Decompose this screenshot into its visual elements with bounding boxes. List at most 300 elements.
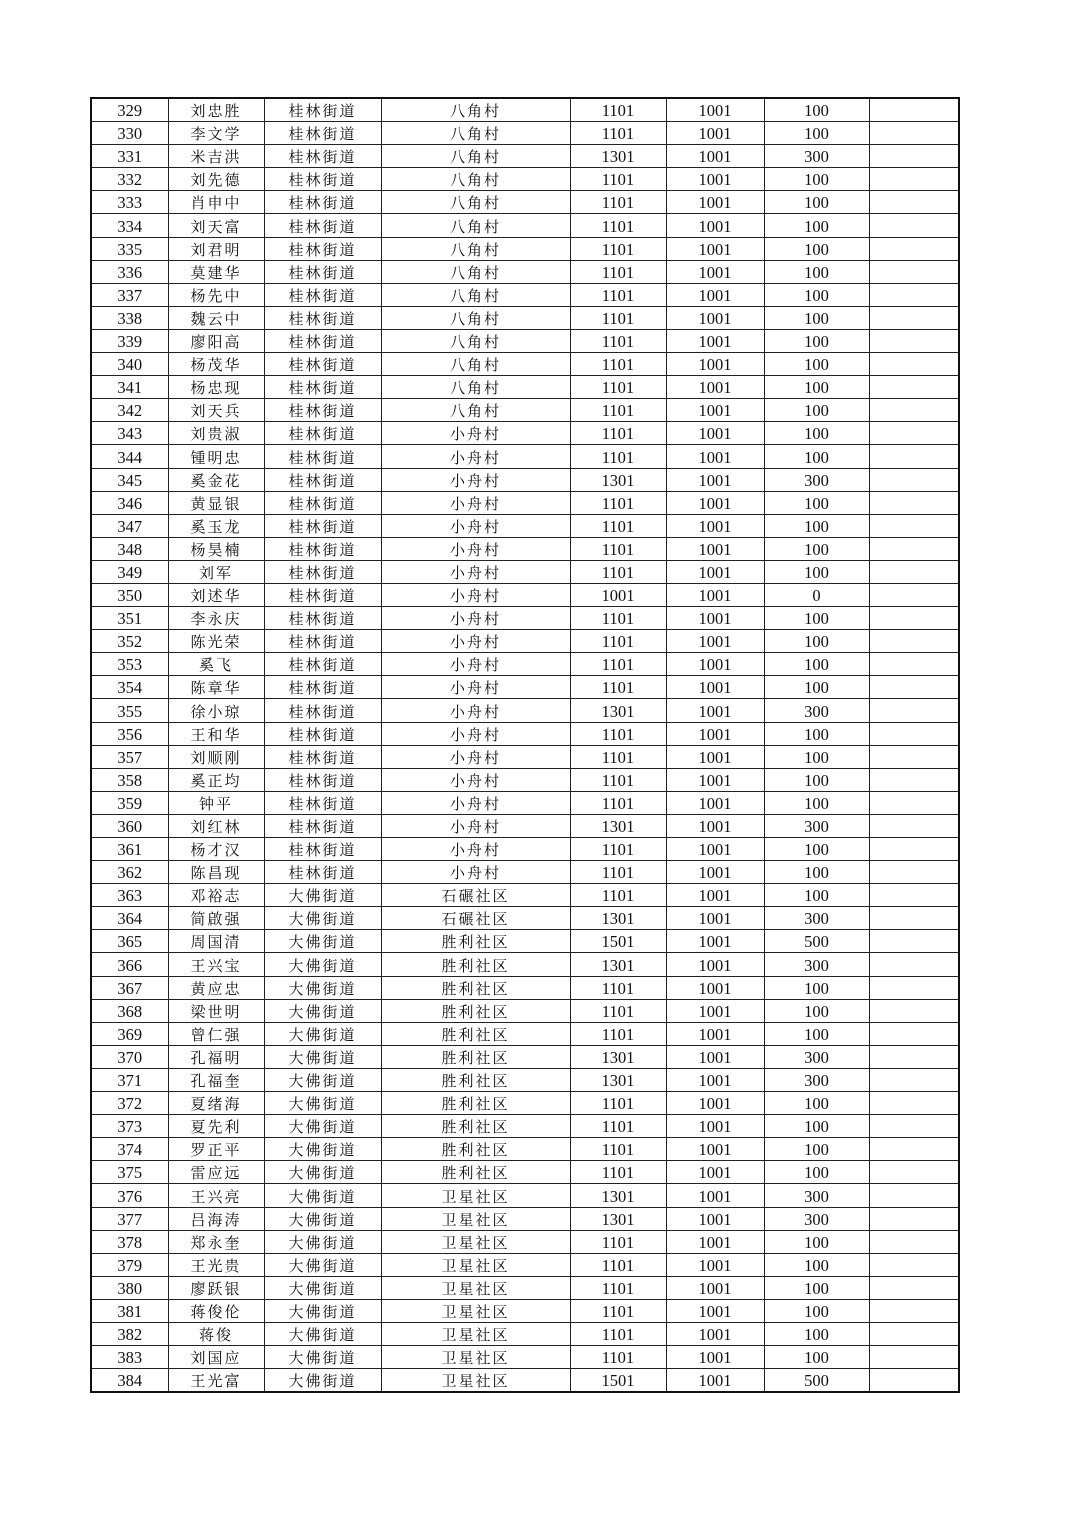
code2-cell: 1001 bbox=[666, 930, 764, 953]
name-cell: 夏绪海 bbox=[168, 1092, 264, 1115]
village-cell: 小舟村 bbox=[381, 676, 570, 699]
row-number-cell: 383 bbox=[91, 1346, 168, 1369]
code2-cell: 1001 bbox=[666, 376, 764, 399]
row-number-cell: 360 bbox=[91, 814, 168, 837]
table-row bbox=[91, 560, 959, 583]
note-cell bbox=[869, 861, 959, 884]
street-cell: 大佛街道 bbox=[264, 953, 381, 976]
table-row bbox=[91, 861, 959, 884]
name-cell: 周国清 bbox=[168, 930, 264, 953]
table-row bbox=[91, 676, 959, 699]
code-cell: 1301 bbox=[570, 1207, 666, 1230]
code2-cell: 1001 bbox=[666, 260, 764, 283]
row-number-cell: 346 bbox=[91, 491, 168, 514]
village-cell: 小舟村 bbox=[381, 768, 570, 791]
row-number-cell: 359 bbox=[91, 791, 168, 814]
village-cell: 小舟村 bbox=[381, 468, 570, 491]
row-number-cell: 371 bbox=[91, 1068, 168, 1091]
amount-cell: 100 bbox=[764, 353, 869, 376]
note-cell bbox=[869, 1115, 959, 1138]
code2-cell: 1001 bbox=[666, 191, 764, 214]
row-number-cell: 361 bbox=[91, 838, 168, 861]
row-number-cell: 378 bbox=[91, 1230, 168, 1253]
village-cell: 小舟村 bbox=[381, 491, 570, 514]
row-number-cell: 381 bbox=[91, 1299, 168, 1322]
name-cell: 杨才汉 bbox=[168, 838, 264, 861]
village-cell: 胜利社区 bbox=[381, 1045, 570, 1068]
amount-cell: 100 bbox=[764, 976, 869, 999]
code-cell: 1501 bbox=[570, 930, 666, 953]
amount-cell: 100 bbox=[764, 1276, 869, 1299]
amount-cell: 100 bbox=[764, 884, 869, 907]
table-row bbox=[91, 768, 959, 791]
row-number-cell: 348 bbox=[91, 537, 168, 560]
name-cell: 刘君明 bbox=[168, 237, 264, 260]
village-cell: 八角村 bbox=[381, 353, 570, 376]
note-cell bbox=[869, 884, 959, 907]
code2-cell: 1001 bbox=[666, 699, 764, 722]
note-cell bbox=[869, 1138, 959, 1161]
table-row bbox=[91, 191, 959, 214]
table-row bbox=[91, 838, 959, 861]
code-cell: 1101 bbox=[570, 607, 666, 630]
amount-cell: 100 bbox=[764, 514, 869, 537]
code2-cell: 1001 bbox=[666, 1045, 764, 1068]
row-number-cell: 351 bbox=[91, 607, 168, 630]
row-number-cell: 334 bbox=[91, 214, 168, 237]
street-cell: 大佛街道 bbox=[264, 999, 381, 1022]
code-cell: 1101 bbox=[570, 745, 666, 768]
note-cell bbox=[869, 907, 959, 930]
row-number-cell: 366 bbox=[91, 953, 168, 976]
name-cell: 黄应忠 bbox=[168, 976, 264, 999]
name-cell: 杨忠现 bbox=[168, 376, 264, 399]
name-cell: 郑永奎 bbox=[168, 1230, 264, 1253]
table-row bbox=[91, 1161, 959, 1184]
table-row bbox=[91, 607, 959, 630]
row-number-cell: 380 bbox=[91, 1276, 168, 1299]
name-cell: 杨茂华 bbox=[168, 353, 264, 376]
table-row bbox=[91, 745, 959, 768]
note-cell bbox=[869, 122, 959, 145]
table-row bbox=[91, 583, 959, 606]
row-number-cell: 370 bbox=[91, 1045, 168, 1068]
table-row bbox=[91, 214, 959, 237]
code2-cell: 1001 bbox=[666, 1369, 764, 1393]
note-cell bbox=[869, 1369, 959, 1393]
name-cell: 王兴亮 bbox=[168, 1184, 264, 1207]
note-cell bbox=[869, 999, 959, 1022]
note-cell bbox=[869, 514, 959, 537]
amount-cell: 100 bbox=[764, 768, 869, 791]
street-cell: 大佛街道 bbox=[264, 884, 381, 907]
row-number-cell: 374 bbox=[91, 1138, 168, 1161]
code2-cell: 1001 bbox=[666, 999, 764, 1022]
code2-cell: 1001 bbox=[666, 1184, 764, 1207]
note-cell bbox=[869, 1253, 959, 1276]
row-number-cell: 331 bbox=[91, 145, 168, 168]
name-cell: 王光贵 bbox=[168, 1253, 264, 1276]
table-row bbox=[91, 791, 959, 814]
amount-cell: 100 bbox=[764, 491, 869, 514]
table-row bbox=[91, 491, 959, 514]
code-cell: 1101 bbox=[570, 1022, 666, 1045]
table-row bbox=[91, 1092, 959, 1115]
name-cell: 雷应远 bbox=[168, 1161, 264, 1184]
row-number-cell: 338 bbox=[91, 306, 168, 329]
village-cell: 卫星社区 bbox=[381, 1299, 570, 1322]
table-row bbox=[91, 1346, 959, 1369]
street-cell: 桂林街道 bbox=[264, 445, 381, 468]
name-cell: 黄显银 bbox=[168, 491, 264, 514]
note-cell bbox=[869, 98, 959, 122]
street-cell: 大佛街道 bbox=[264, 976, 381, 999]
note-cell bbox=[869, 1092, 959, 1115]
note-cell bbox=[869, 630, 959, 653]
name-cell: 锺明忠 bbox=[168, 445, 264, 468]
code-cell: 1101 bbox=[570, 237, 666, 260]
amount-cell: 500 bbox=[764, 930, 869, 953]
row-number-cell: 347 bbox=[91, 514, 168, 537]
street-cell: 桂林街道 bbox=[264, 122, 381, 145]
name-cell: 梁世明 bbox=[168, 999, 264, 1022]
village-cell: 卫星社区 bbox=[381, 1184, 570, 1207]
amount-cell: 300 bbox=[764, 907, 869, 930]
street-cell: 桂林街道 bbox=[264, 145, 381, 168]
code2-cell: 1001 bbox=[666, 237, 764, 260]
table-row bbox=[91, 976, 959, 999]
amount-cell: 300 bbox=[764, 814, 869, 837]
code2-cell: 1001 bbox=[666, 1068, 764, 1091]
amount-cell: 100 bbox=[764, 1161, 869, 1184]
code-cell: 1101 bbox=[570, 999, 666, 1022]
street-cell: 大佛街道 bbox=[264, 1022, 381, 1045]
street-cell: 大佛街道 bbox=[264, 1161, 381, 1184]
note-cell bbox=[869, 168, 959, 191]
code-cell: 1101 bbox=[570, 168, 666, 191]
village-cell: 八角村 bbox=[381, 399, 570, 422]
code-cell: 1101 bbox=[570, 1138, 666, 1161]
code2-cell: 1001 bbox=[666, 607, 764, 630]
village-cell: 八角村 bbox=[381, 168, 570, 191]
street-cell: 大佛街道 bbox=[264, 1207, 381, 1230]
name-cell: 徐小琼 bbox=[168, 699, 264, 722]
village-cell: 小舟村 bbox=[381, 861, 570, 884]
code-cell: 1301 bbox=[570, 1184, 666, 1207]
code2-cell: 1001 bbox=[666, 306, 764, 329]
code2-cell: 1001 bbox=[666, 537, 764, 560]
table-row bbox=[91, 1068, 959, 1091]
code-cell: 1101 bbox=[570, 376, 666, 399]
code2-cell: 1001 bbox=[666, 329, 764, 352]
street-cell: 大佛街道 bbox=[264, 1276, 381, 1299]
code-cell: 1301 bbox=[570, 1045, 666, 1068]
name-cell: 米吉洪 bbox=[168, 145, 264, 168]
row-number-cell: 363 bbox=[91, 884, 168, 907]
code-cell: 1101 bbox=[570, 98, 666, 122]
table-row bbox=[91, 306, 959, 329]
village-cell: 小舟村 bbox=[381, 422, 570, 445]
code-cell: 1101 bbox=[570, 1276, 666, 1299]
village-cell: 八角村 bbox=[381, 237, 570, 260]
code-cell: 1101 bbox=[570, 838, 666, 861]
code-cell: 1101 bbox=[570, 537, 666, 560]
table-row bbox=[91, 1322, 959, 1345]
table-row bbox=[91, 168, 959, 191]
street-cell: 大佛街道 bbox=[264, 1115, 381, 1138]
village-cell: 八角村 bbox=[381, 329, 570, 352]
amount-cell: 100 bbox=[764, 1115, 869, 1138]
code-cell: 1101 bbox=[570, 422, 666, 445]
note-cell bbox=[869, 1207, 959, 1230]
village-cell: 小舟村 bbox=[381, 514, 570, 537]
code-cell: 1101 bbox=[570, 1346, 666, 1369]
table-row bbox=[91, 1253, 959, 1276]
table-row bbox=[91, 468, 959, 491]
street-cell: 大佛街道 bbox=[264, 1138, 381, 1161]
street-cell: 桂林街道 bbox=[264, 676, 381, 699]
street-cell: 桂林街道 bbox=[264, 699, 381, 722]
name-cell: 刘国应 bbox=[168, 1346, 264, 1369]
name-cell: 刘贵淑 bbox=[168, 422, 264, 445]
code-cell: 1101 bbox=[570, 353, 666, 376]
code2-cell: 1001 bbox=[666, 1138, 764, 1161]
code-cell: 1101 bbox=[570, 306, 666, 329]
street-cell: 桂林街道 bbox=[264, 168, 381, 191]
row-number-cell: 342 bbox=[91, 399, 168, 422]
table-row bbox=[91, 537, 959, 560]
name-cell: 李永庆 bbox=[168, 607, 264, 630]
note-cell bbox=[869, 745, 959, 768]
name-cell: 廖阳高 bbox=[168, 329, 264, 352]
amount-cell: 100 bbox=[764, 98, 869, 122]
code-cell: 1101 bbox=[570, 1092, 666, 1115]
row-number-cell: 358 bbox=[91, 768, 168, 791]
code-cell: 1101 bbox=[570, 1161, 666, 1184]
note-cell bbox=[869, 953, 959, 976]
code2-cell: 1001 bbox=[666, 283, 764, 306]
amount-cell: 100 bbox=[764, 329, 869, 352]
village-cell: 小舟村 bbox=[381, 583, 570, 606]
street-cell: 大佛街道 bbox=[264, 1346, 381, 1369]
village-cell: 卫星社区 bbox=[381, 1253, 570, 1276]
code2-cell: 1001 bbox=[666, 861, 764, 884]
code2-cell: 1001 bbox=[666, 953, 764, 976]
row-number-cell: 339 bbox=[91, 329, 168, 352]
code2-cell: 1001 bbox=[666, 838, 764, 861]
note-cell bbox=[869, 422, 959, 445]
code-cell: 1301 bbox=[570, 953, 666, 976]
amount-cell: 0 bbox=[764, 583, 869, 606]
street-cell: 桂林街道 bbox=[264, 583, 381, 606]
table-row bbox=[91, 930, 959, 953]
street-cell: 桂林街道 bbox=[264, 514, 381, 537]
amount-cell: 100 bbox=[764, 653, 869, 676]
village-cell: 卫星社区 bbox=[381, 1369, 570, 1393]
village-cell: 胜利社区 bbox=[381, 1161, 570, 1184]
street-cell: 桂林街道 bbox=[264, 353, 381, 376]
note-cell bbox=[869, 491, 959, 514]
amount-cell: 500 bbox=[764, 1369, 869, 1393]
village-cell: 小舟村 bbox=[381, 560, 570, 583]
row-number-cell: 349 bbox=[91, 560, 168, 583]
code-cell: 1101 bbox=[570, 861, 666, 884]
code2-cell: 1001 bbox=[666, 676, 764, 699]
village-cell: 小舟村 bbox=[381, 699, 570, 722]
name-cell: 刘忠胜 bbox=[168, 98, 264, 122]
code-cell: 1101 bbox=[570, 260, 666, 283]
code-cell: 1101 bbox=[570, 791, 666, 814]
name-cell: 曾仁强 bbox=[168, 1022, 264, 1045]
note-cell bbox=[869, 560, 959, 583]
street-cell: 大佛街道 bbox=[264, 1253, 381, 1276]
row-number-cell: 372 bbox=[91, 1092, 168, 1115]
row-number-cell: 375 bbox=[91, 1161, 168, 1184]
amount-cell: 100 bbox=[764, 376, 869, 399]
name-cell: 蒋俊伦 bbox=[168, 1299, 264, 1322]
code-cell: 1301 bbox=[570, 699, 666, 722]
amount-cell: 100 bbox=[764, 861, 869, 884]
roster-table-body bbox=[91, 98, 959, 1392]
row-number-cell: 357 bbox=[91, 745, 168, 768]
note-cell bbox=[869, 930, 959, 953]
code2-cell: 1001 bbox=[666, 1230, 764, 1253]
note-cell bbox=[869, 583, 959, 606]
row-number-cell: 335 bbox=[91, 237, 168, 260]
code-cell: 1101 bbox=[570, 283, 666, 306]
amount-cell: 100 bbox=[764, 1253, 869, 1276]
village-cell: 八角村 bbox=[381, 260, 570, 283]
table-row bbox=[91, 1138, 959, 1161]
amount-cell: 100 bbox=[764, 791, 869, 814]
note-cell bbox=[869, 468, 959, 491]
code2-cell: 1001 bbox=[666, 1346, 764, 1369]
street-cell: 大佛街道 bbox=[264, 1322, 381, 1345]
amount-cell: 100 bbox=[764, 745, 869, 768]
name-cell: 罗正平 bbox=[168, 1138, 264, 1161]
table-row bbox=[91, 907, 959, 930]
village-cell: 胜利社区 bbox=[381, 930, 570, 953]
note-cell bbox=[869, 607, 959, 630]
table-row bbox=[91, 399, 959, 422]
village-cell: 胜利社区 bbox=[381, 1022, 570, 1045]
name-cell: 魏云中 bbox=[168, 306, 264, 329]
amount-cell: 100 bbox=[764, 722, 869, 745]
code2-cell: 1001 bbox=[666, 1299, 764, 1322]
name-cell: 邓裕志 bbox=[168, 884, 264, 907]
row-number-cell: 382 bbox=[91, 1322, 168, 1345]
street-cell: 桂林街道 bbox=[264, 306, 381, 329]
village-cell: 小舟村 bbox=[381, 814, 570, 837]
table-row bbox=[91, 814, 959, 837]
code2-cell: 1001 bbox=[666, 722, 764, 745]
name-cell: 刘述华 bbox=[168, 583, 264, 606]
street-cell: 桂林街道 bbox=[264, 560, 381, 583]
street-cell: 桂林街道 bbox=[264, 214, 381, 237]
row-number-cell: 337 bbox=[91, 283, 168, 306]
village-cell: 小舟村 bbox=[381, 630, 570, 653]
street-cell: 桂林街道 bbox=[264, 861, 381, 884]
note-cell bbox=[869, 537, 959, 560]
code2-cell: 1001 bbox=[666, 445, 764, 468]
name-cell: 王兴宝 bbox=[168, 953, 264, 976]
amount-cell: 100 bbox=[764, 168, 869, 191]
row-number-cell: 365 bbox=[91, 930, 168, 953]
row-number-cell: 340 bbox=[91, 353, 168, 376]
amount-cell: 100 bbox=[764, 1346, 869, 1369]
street-cell: 桂林街道 bbox=[264, 491, 381, 514]
code2-cell: 1001 bbox=[666, 630, 764, 653]
row-number-cell: 344 bbox=[91, 445, 168, 468]
amount-cell: 300 bbox=[764, 1207, 869, 1230]
amount-cell: 100 bbox=[764, 1230, 869, 1253]
name-cell: 王光富 bbox=[168, 1369, 264, 1393]
code-cell: 1101 bbox=[570, 653, 666, 676]
village-cell: 小舟村 bbox=[381, 745, 570, 768]
code2-cell: 1001 bbox=[666, 1276, 764, 1299]
name-cell: 简啟强 bbox=[168, 907, 264, 930]
note-cell bbox=[869, 1322, 959, 1345]
table-row bbox=[91, 98, 959, 122]
street-cell: 桂林街道 bbox=[264, 422, 381, 445]
village-cell: 八角村 bbox=[381, 376, 570, 399]
code-cell: 1101 bbox=[570, 514, 666, 537]
code-cell: 1101 bbox=[570, 122, 666, 145]
village-cell: 胜利社区 bbox=[381, 1115, 570, 1138]
code2-cell: 1001 bbox=[666, 98, 764, 122]
note-cell bbox=[869, 653, 959, 676]
amount-cell: 300 bbox=[764, 145, 869, 168]
note-cell bbox=[869, 399, 959, 422]
amount-cell: 100 bbox=[764, 838, 869, 861]
name-cell: 奚正均 bbox=[168, 768, 264, 791]
name-cell: 钟平 bbox=[168, 791, 264, 814]
amount-cell: 100 bbox=[764, 537, 869, 560]
name-cell: 刘先德 bbox=[168, 168, 264, 191]
note-cell bbox=[869, 1299, 959, 1322]
street-cell: 桂林街道 bbox=[264, 768, 381, 791]
amount-cell: 100 bbox=[764, 422, 869, 445]
village-cell: 卫星社区 bbox=[381, 1207, 570, 1230]
table-row bbox=[91, 722, 959, 745]
code2-cell: 1001 bbox=[666, 353, 764, 376]
village-cell: 八角村 bbox=[381, 122, 570, 145]
amount-cell: 300 bbox=[764, 1184, 869, 1207]
code2-cell: 1001 bbox=[666, 814, 764, 837]
street-cell: 大佛街道 bbox=[264, 1230, 381, 1253]
village-cell: 八角村 bbox=[381, 98, 570, 122]
code-cell: 1101 bbox=[570, 676, 666, 699]
street-cell: 大佛街道 bbox=[264, 1184, 381, 1207]
table-row bbox=[91, 329, 959, 352]
name-cell: 陈昌现 bbox=[168, 861, 264, 884]
table-row bbox=[91, 1022, 959, 1045]
table-row bbox=[91, 1207, 959, 1230]
amount-cell: 100 bbox=[764, 1299, 869, 1322]
street-cell: 桂林街道 bbox=[264, 260, 381, 283]
code2-cell: 1001 bbox=[666, 1207, 764, 1230]
village-cell: 小舟村 bbox=[381, 722, 570, 745]
amount-cell: 100 bbox=[764, 630, 869, 653]
table-row bbox=[91, 653, 959, 676]
village-cell: 卫星社区 bbox=[381, 1230, 570, 1253]
village-cell: 胜利社区 bbox=[381, 976, 570, 999]
amount-cell: 100 bbox=[764, 999, 869, 1022]
village-cell: 八角村 bbox=[381, 306, 570, 329]
code-cell: 1101 bbox=[570, 884, 666, 907]
name-cell: 夏先利 bbox=[168, 1115, 264, 1138]
code-cell: 1101 bbox=[570, 329, 666, 352]
